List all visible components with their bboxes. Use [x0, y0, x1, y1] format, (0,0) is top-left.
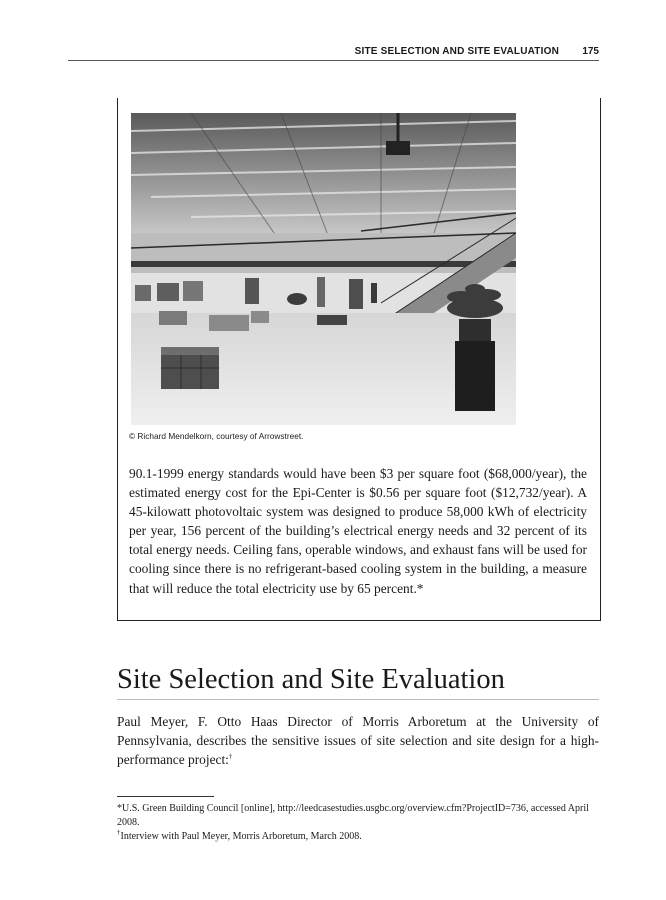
- footnote-2: [117, 830, 599, 844]
- sidebar-paragraph: 90.1-1999 energy standards would have been $3 per square foot ($68,000/year), the estimated energy cost for the Epi-Center is $0.56 per square foot ($12,732/year). A 45-kilowatt photovoltaic system was designed to produce 58,000 kWh of electricity per year, 156 percent of the building’s electrical energy needs and 32 percent of its total energy needs. Ceiling fans, operable windows, and exhaust fans will be used for cooling since there is no refrigerant-based cooling system in the building, a measure that will reduce the total electricity use by 65 percent.*: [129, 466, 587, 596]
- running-head-title: SITE SELECTION AND SITE EVALUATION: [354, 46, 559, 57]
- footnote-1: *U.S. Green Building Council [online], http://leedcasestudies.usgbc.org/overview.cfm?ProjectID=736, accessed April 2008.: [117, 803, 589, 828]
- body-paragraph-text: Paul Meyer, F. Otto Haas Director of Morris Arboretum at the University of Pennsylvania, describes the sensitive issues of site selection and site design for a high-performance project:: [117, 714, 599, 767]
- atrium-photo: [131, 113, 516, 425]
- atrium-photo-drawing: [131, 113, 516, 425]
- body-paragraph: [117, 712, 599, 769]
- footnote-2-text: Interview with Paul Meyer, Morris Arboretum, March 2008.: [120, 831, 362, 842]
- footnote-marker: †: [228, 752, 233, 761]
- footnote-rule: [117, 796, 214, 797]
- photo-credit: © Richard Mendelkorn, courtesy of Arrowstreet.: [129, 431, 304, 441]
- footnote-2-marker: †: [117, 828, 121, 837]
- footnotes: [117, 802, 599, 844]
- section-heading: Site Selection and Site Evaluation: [117, 663, 599, 700]
- page-number: 175: [582, 46, 599, 57]
- running-head: [68, 44, 599, 61]
